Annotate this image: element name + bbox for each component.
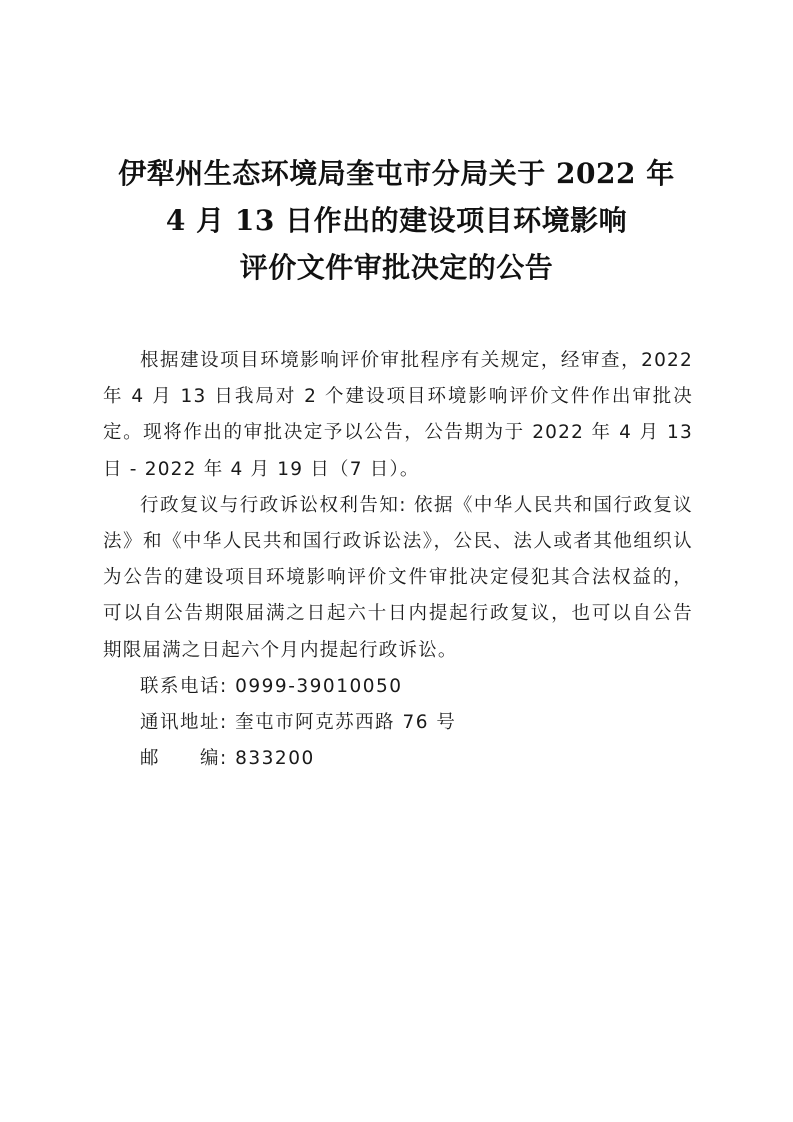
- phone-label: 联系电话:: [140, 675, 228, 697]
- title-line-1: 伊犁州生态环境局奎屯市分局关于 2022 年: [118, 157, 675, 190]
- contact-postcode-line: [103, 741, 693, 777]
- title-line-2: 4 月 13 日作出的建设项目环境影响: [165, 204, 628, 237]
- postcode-value: 833200: [235, 748, 315, 770]
- paragraph-approval-notice: 根据建设项目环境影响评价审批程序有关规定，经审查，2022 年 4 月 13 日我局对 2 个建设项目环境影响评价文件作出审批决定。现将作出的审批决定予以公告，公告期为于 2022 年 4 月 13 日 - 2022 年 4 月 19 日（7 日）。: [103, 350, 694, 480]
- paragraph-rights-notice: 行政复议与行政诉讼权利告知: 依据《中华人民共和国行政复议法》和《中华人民共和国行政诉讼法》，公民、法人或者其他组织认为公告的建设项目环境影响评价文件审批决定侵犯其合法权益的，可以自公告期限届满之日起六十日内提起行政复议，也可以自公告期限届满之日起六个月内提起行政诉讼。: [103, 494, 693, 661]
- title-line-3: 评价文件审批决定的公告: [239, 251, 554, 284]
- document-title: [60, 150, 733, 291]
- phone-value: 0999-39010050: [235, 675, 403, 697]
- address-label: 通讯地址:: [140, 712, 228, 734]
- document-body: [103, 343, 693, 777]
- contact-phone-line: [103, 669, 693, 705]
- address-value: 奎屯市阿克苏西路 76 号: [235, 712, 457, 734]
- postcode-label: 邮 编:: [140, 748, 228, 770]
- contact-address-line: [103, 705, 693, 741]
